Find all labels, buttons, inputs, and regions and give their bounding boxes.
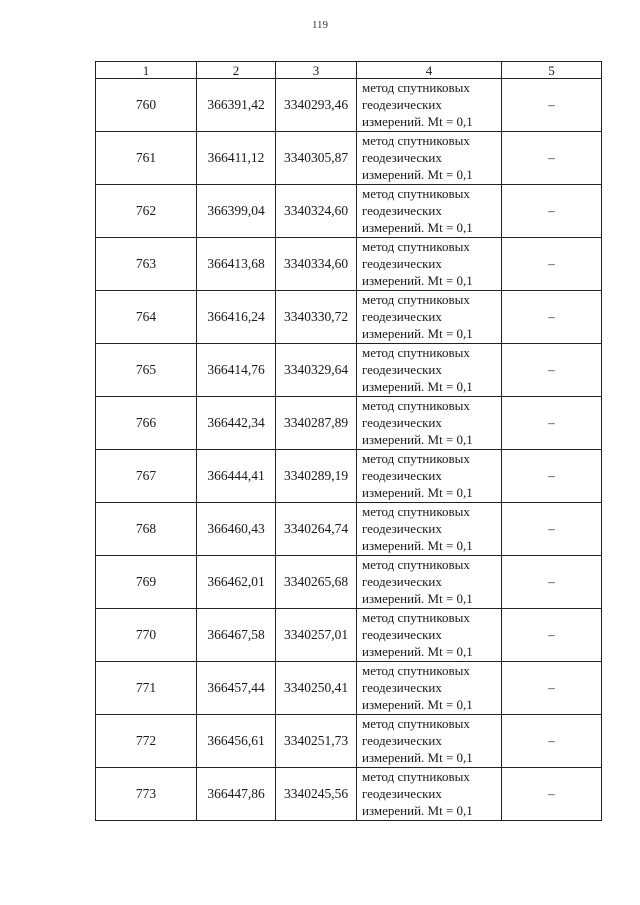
method-line: метод спутниковых: [362, 716, 470, 731]
table-row: [96, 768, 602, 821]
method-line: геодезических: [362, 150, 442, 165]
method-line: метод спутниковых: [362, 292, 470, 307]
x-coordinate-cell: 366457,44: [197, 662, 276, 715]
method-line: измерений. Mt = 0,1: [362, 538, 473, 553]
method-line: метод спутниковых: [362, 80, 470, 95]
coordinates-table: [95, 61, 602, 821]
note-cell: –: [502, 238, 602, 291]
method-line: измерений. Mt = 0,1: [362, 485, 473, 500]
method-line: метод спутниковых: [362, 186, 470, 201]
column-header-5: 5: [502, 62, 602, 79]
x-coordinate-cell: 366460,43: [197, 503, 276, 556]
table-row: [96, 662, 602, 715]
method-cell: [357, 715, 502, 768]
method-line: геодезических: [362, 97, 442, 112]
method-line: метод спутниковых: [362, 133, 470, 148]
table-row: [96, 185, 602, 238]
y-coordinate-cell: 3340264,74: [276, 503, 357, 556]
method-line: геодезических: [362, 415, 442, 430]
note-cell: –: [502, 715, 602, 768]
note-cell: –: [502, 79, 602, 132]
point-number-cell: 764: [96, 291, 197, 344]
y-coordinate-cell: 3340257,01: [276, 609, 357, 662]
table-row: [96, 79, 602, 132]
point-number-cell: 767: [96, 450, 197, 503]
method-line: геодезических: [362, 627, 442, 642]
note-cell: –: [502, 503, 602, 556]
column-header-2: 2: [197, 62, 276, 79]
method-line: метод спутниковых: [362, 504, 470, 519]
method-cell: [357, 609, 502, 662]
note-cell: –: [502, 397, 602, 450]
note-cell: –: [502, 185, 602, 238]
method-cell: [357, 344, 502, 397]
method-line: измерений. Mt = 0,1: [362, 697, 473, 712]
x-coordinate-cell: 366414,76: [197, 344, 276, 397]
point-number-cell: 769: [96, 556, 197, 609]
method-line: измерений. Mt = 0,1: [362, 326, 473, 341]
method-cell: [357, 185, 502, 238]
method-line: метод спутниковых: [362, 239, 470, 254]
note-cell: –: [502, 662, 602, 715]
table-row: [96, 503, 602, 556]
method-cell: [357, 503, 502, 556]
x-coordinate-cell: 366413,68: [197, 238, 276, 291]
method-cell: [357, 79, 502, 132]
point-number-cell: 770: [96, 609, 197, 662]
y-coordinate-cell: 3340287,89: [276, 397, 357, 450]
note-cell: –: [502, 344, 602, 397]
note-cell: –: [502, 450, 602, 503]
method-line: метод спутниковых: [362, 769, 470, 784]
method-line: измерений. Mt = 0,1: [362, 803, 473, 818]
note-cell: –: [502, 132, 602, 185]
method-cell: [357, 238, 502, 291]
method-cell: [357, 291, 502, 344]
method-line: геодезических: [362, 362, 442, 377]
method-line: геодезических: [362, 309, 442, 324]
y-coordinate-cell: 3340245,56: [276, 768, 357, 821]
x-coordinate-cell: 366462,01: [197, 556, 276, 609]
table-row: [96, 609, 602, 662]
point-number-cell: 761: [96, 132, 197, 185]
y-coordinate-cell: 3340265,68: [276, 556, 357, 609]
method-cell: [357, 662, 502, 715]
table-row: [96, 397, 602, 450]
method-cell: [357, 397, 502, 450]
method-line: измерений. Mt = 0,1: [362, 114, 473, 129]
table-row: [96, 450, 602, 503]
x-coordinate-cell: 366444,41: [197, 450, 276, 503]
method-cell: [357, 556, 502, 609]
method-line: метод спутниковых: [362, 663, 470, 678]
table-header-row: [96, 62, 602, 79]
method-cell: [357, 450, 502, 503]
method-cell: [357, 768, 502, 821]
method-line: метод спутниковых: [362, 610, 470, 625]
note-cell: –: [502, 291, 602, 344]
y-coordinate-cell: 3340334,60: [276, 238, 357, 291]
table-row: [96, 556, 602, 609]
y-coordinate-cell: 3340250,41: [276, 662, 357, 715]
method-cell: [357, 132, 502, 185]
point-number-cell: 765: [96, 344, 197, 397]
point-number-cell: 762: [96, 185, 197, 238]
point-number-cell: 773: [96, 768, 197, 821]
y-coordinate-cell: 3340330,72: [276, 291, 357, 344]
x-coordinate-cell: 366467,58: [197, 609, 276, 662]
method-line: измерений. Mt = 0,1: [362, 167, 473, 182]
column-header-4: 4: [357, 62, 502, 79]
column-header-3: 3: [276, 62, 357, 79]
table-row: [96, 238, 602, 291]
x-coordinate-cell: 366411,12: [197, 132, 276, 185]
page-number: 119: [311, 19, 329, 31]
note-cell: –: [502, 609, 602, 662]
y-coordinate-cell: 3340251,73: [276, 715, 357, 768]
table-row: [96, 291, 602, 344]
method-line: метод спутниковых: [362, 398, 470, 413]
method-line: геодезических: [362, 521, 442, 536]
method-line: измерений. Mt = 0,1: [362, 379, 473, 394]
note-cell: –: [502, 768, 602, 821]
method-line: измерений. Mt = 0,1: [362, 220, 473, 235]
y-coordinate-cell: 3340324,60: [276, 185, 357, 238]
point-number-cell: 766: [96, 397, 197, 450]
method-line: измерений. Mt = 0,1: [362, 591, 473, 606]
note-cell: –: [502, 556, 602, 609]
y-coordinate-cell: 3340329,64: [276, 344, 357, 397]
method-line: геодезических: [362, 203, 442, 218]
table-row: [96, 132, 602, 185]
table-body: [96, 79, 602, 821]
method-line: измерений. Mt = 0,1: [362, 644, 473, 659]
point-number-cell: 763: [96, 238, 197, 291]
point-number-cell: 771: [96, 662, 197, 715]
x-coordinate-cell: 366456,61: [197, 715, 276, 768]
x-coordinate-cell: 366391,42: [197, 79, 276, 132]
method-line: метод спутниковых: [362, 557, 470, 572]
method-line: измерений. Mt = 0,1: [362, 432, 473, 447]
point-number-cell: 772: [96, 715, 197, 768]
method-line: геодезических: [362, 256, 442, 271]
point-number-cell: 768: [96, 503, 197, 556]
method-line: метод спутниковых: [362, 345, 470, 360]
y-coordinate-cell: 3340293,46: [276, 79, 357, 132]
x-coordinate-cell: 366416,24: [197, 291, 276, 344]
method-line: геодезических: [362, 574, 442, 589]
x-coordinate-cell: 366447,86: [197, 768, 276, 821]
x-coordinate-cell: 366399,04: [197, 185, 276, 238]
method-line: геодезических: [362, 680, 442, 695]
table-row: [96, 344, 602, 397]
method-line: метод спутниковых: [362, 451, 470, 466]
column-header-1: 1: [96, 62, 197, 79]
point-number-cell: 760: [96, 79, 197, 132]
method-line: измерений. Mt = 0,1: [362, 273, 473, 288]
table-row: [96, 715, 602, 768]
method-line: геодезических: [362, 733, 442, 748]
method-line: геодезических: [362, 468, 442, 483]
y-coordinate-cell: 3340305,87: [276, 132, 357, 185]
method-line: геодезических: [362, 786, 442, 801]
y-coordinate-cell: 3340289,19: [276, 450, 357, 503]
x-coordinate-cell: 366442,34: [197, 397, 276, 450]
method-line: измерений. Mt = 0,1: [362, 750, 473, 765]
